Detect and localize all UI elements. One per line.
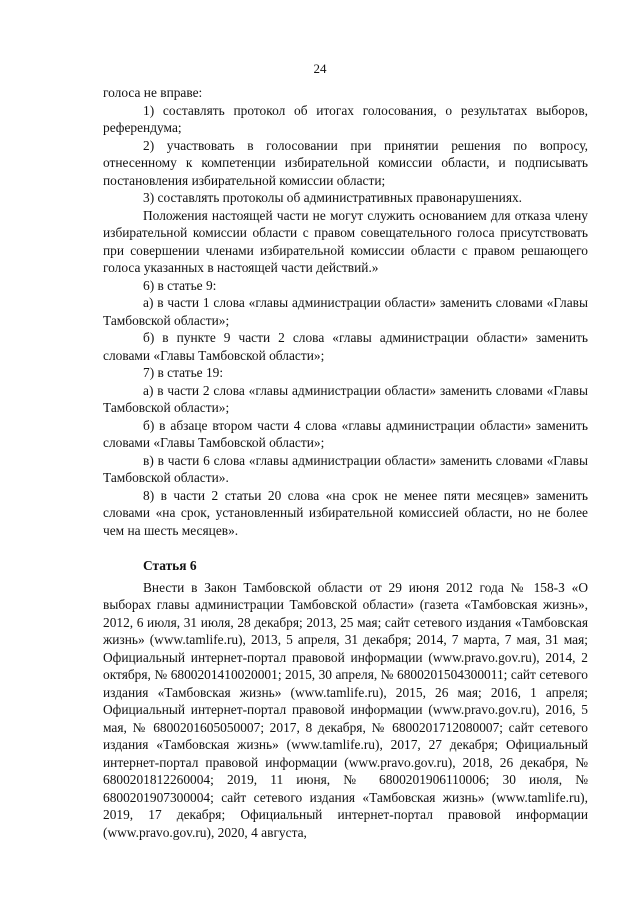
article-paragraph: Внести в Закон Тамбовской области от 29 июня 2012 года № 158-З «О выборах главы администрации Тамбовской области» (газета «Тамбовская жизнь», 2012, 6 июля, 31 июля, 28 декабря; 2013, 25 мая; сайт сетевого издания «Тамбовская жизнь» (www.tamlife.ru), 2013, 5 апреля, 31 декабря; 2014, 7 марта, 7 мая, 31 мая; Официальный интернет-портал правовой информации (www.pravo.gov.ru), 2014, 2 октября, № 6800201410020001; 2015, 30 апреля, № 6800201504300011; сайт сетевого издания «Тамбовская жизнь» (www.tamlife.ru), 2015, 26 мая; 2016, 1 апреля; Официальный интернет-портал правовой информации (www.pravo.gov.ru), 2016, 5 мая, № 6800201605050007; 2017, 8 декабря, № 6800201712080007; сайт сетевого издания «Тамбовская жизнь» (www.tamlife.ru), 2017, 27 декабря; Официальный интернет-портал правовой информации (www.pravo.gov.ru), 2018, 26 декабря, № 6800201812260004; 2019, 11 июня, № 6800201906110006; 30 июля, № 6800201907300004; сайт сетевого издания «Тамбовская жизнь» (www.tamlife.ru), 2019, 17 декабря; Официальный интернет-портал правовой информации (www.pravo.gov.ru), 2020, 4 августа, bbox=[103, 579, 588, 840]
document-body bbox=[103, 84, 588, 841]
list-item: б) в абзаце втором части 4 слова «главы администрации области» заменить словами «Главы Тамбовской области»; bbox=[103, 417, 588, 450]
list-item: 7) в статье 19: bbox=[143, 365, 224, 380]
article-heading: Статья 6 bbox=[143, 558, 197, 573]
paragraph: Положения настоящей части не могут служить основанием для отказа члену избирательной комиссии области с правом совещательного голоса присутствовать при совершении членами избирательной комиссии области с правом решающего голоса указанных в настоящей части действий.» bbox=[103, 207, 588, 275]
paragraph-continuation: голоса не вправе: bbox=[103, 85, 203, 100]
list-item: а) в части 1 слова «главы администрации области» заменить словами «Главы Тамбовской области»; bbox=[103, 295, 588, 328]
list-item: 1) составлять протокол об итогах голосования, о результатах выборов, референдума; bbox=[103, 102, 588, 135]
page-number: 24 bbox=[313, 61, 327, 76]
list-item: в) в части 6 слова «главы администрации области» заменить словами «Главы Тамбовской области». bbox=[103, 452, 588, 485]
list-item: 3) составлять протоколы об административных правонарушениях. bbox=[143, 190, 523, 205]
list-item: 2) участвовать в голосовании при принятии решения по вопросу, отнесенному к компетенции избирательной комиссии области, и подписывать постановления избирательной комиссии области; bbox=[103, 137, 588, 188]
list-item: б) в пункте 9 части 2 слова «главы администрации области» заменить словами «Главы Тамбовской области»; bbox=[103, 330, 588, 363]
list-item: 6) в статье 9: bbox=[143, 277, 217, 293]
list-item: 8) в части 2 статьи 20 слова «на срок не менее пяти месяцев» заменить словами «на срок, установленный избирательной комиссией области, но не более чем на шесть месяцев». bbox=[103, 487, 588, 538]
list-item: а) в части 2 слова «главы администрации области» заменить словами «Главы Тамбовской области»; bbox=[103, 382, 588, 415]
